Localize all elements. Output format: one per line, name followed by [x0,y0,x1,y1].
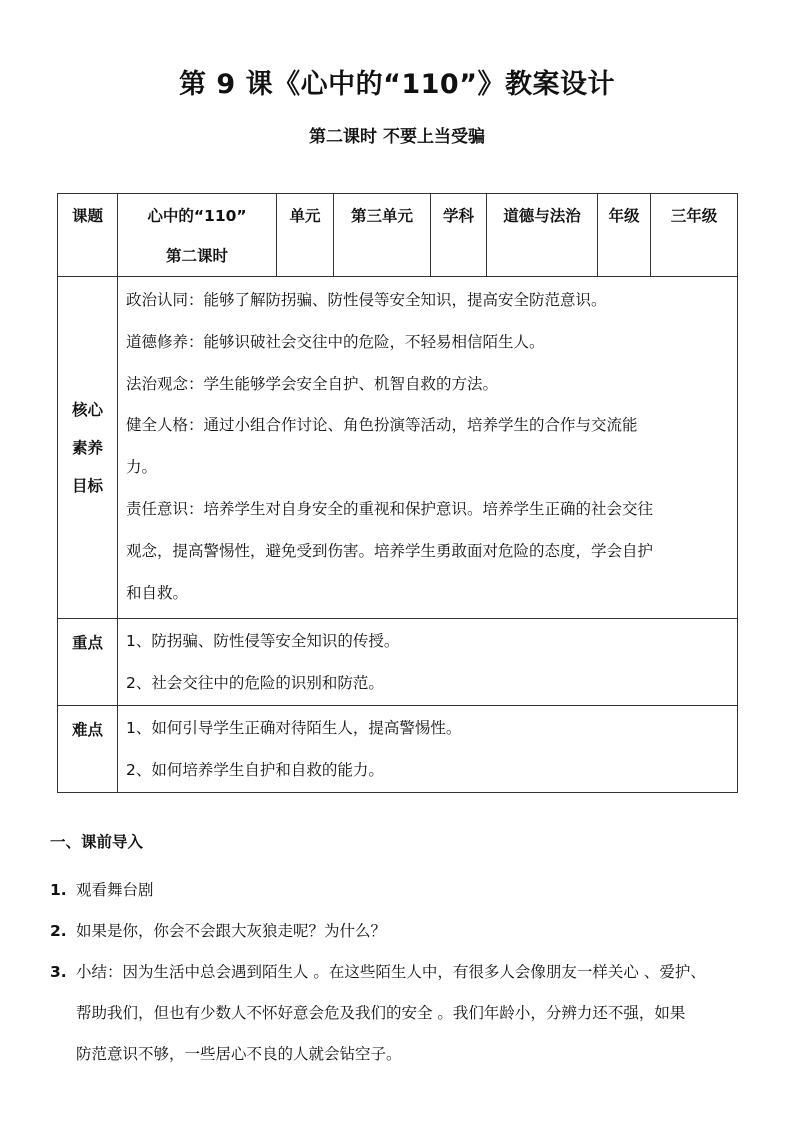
subject-value-cell [487,194,598,277]
summary-line: 防范意识不够，一些居心不良的人就会钻空子。 [76,1045,402,1063]
core-line: 政治认同：能够了解防拐骗、防性侵等安全知识，提高安全防范意识。 [126,291,607,309]
key-point-line: 2、社会交往中的危险的识别和防范。 [126,674,384,693]
section-heading: 一、课前导入 [50,833,144,851]
grade-value-cell [651,194,738,277]
unit-label-cell [277,194,334,277]
list-text: 观看舞台剧 [76,881,154,899]
topic-line-2: 第二课时 [165,247,228,265]
key-point-line: 1、防拐骗、防性侵等安全知识的传授。 [126,632,400,651]
unit-label: 单元 [289,207,321,225]
subject-label: 学科 [442,207,474,225]
list-item [50,911,750,952]
core-goals-label-cell [58,277,118,619]
core-goals-row [58,277,738,619]
lesson-plan-table [57,193,738,793]
list-number: 2. [50,922,67,940]
core-label-3: 目标 [71,476,103,495]
core-line: 责任意识：培养学生对自身安全的重视和保护意识。培养学生正确的社会交往 [126,499,654,518]
core-label-1: 核心 [71,400,103,419]
core-line: 法治观念：学生能够学会安全自护、机智自救的方法。 [126,374,499,393]
summary-line: 帮助我们，但也有少数人不怀好意会危及我们的安全 。我们年龄小，分辨力还不强，如果 [76,1004,686,1022]
difficult-points-row [58,705,738,792]
difficult-points-content-cell [118,705,738,792]
list-number: 3. [50,963,67,981]
difficult-point-line: 2、如何培养学生自护和自救的能力。 [126,760,384,779]
key-points-row [58,619,738,706]
subject-label-cell [431,194,487,277]
list-item [50,952,750,1075]
topic-line-1: 心中的“110” [147,207,247,225]
page-subtitle: 第二课时 不要上当受骗 [309,127,485,147]
grade-label-cell [598,194,651,277]
topic-value-cell [118,194,277,277]
core-line: 道德修养：能够识破社会交往中的危险，不轻易相信陌生人。 [126,332,545,351]
difficult-point-line: 1、如何引导学生正确对待陌生人，提高警惕性。 [126,718,462,737]
core-line: 力。 [126,458,158,477]
list-item [50,870,750,911]
unit-value: 第三单元 [350,207,413,225]
difficult-points-label: 难点 [58,705,118,792]
topic-label-cell [58,194,118,277]
unit-value-cell [334,194,431,277]
key-points-label: 重点 [58,619,118,706]
page-title: 第 9 课《心中的“110”》教案设计 [179,69,615,100]
core-line: 和自救。 [126,583,189,602]
summary-line: 小结：因为生活中总会遇到陌生人 。在这些陌生人中，有很多人会像朋友一样关心 、爱护、 [76,963,706,981]
core-line: 观念，提高警惕性，避免受到伤害。培养学生勇敢面对危险的态度，学会自护 [126,541,654,560]
table-header-row [58,194,738,277]
intro-list [50,870,750,1075]
key-points-content-cell [118,619,738,706]
grade-label: 年级 [608,207,640,225]
grade-value: 三年级 [670,207,718,225]
core-label-2: 素养 [71,438,103,457]
core-goals-content-cell [118,277,738,619]
core-line: 健全人格：通过小组合作讨论、角色扮演等活动，培养学生的合作与交流能 [126,416,638,435]
list-number: 1. [50,881,67,899]
list-text: 如果是你，你会不会跟大灰狼走呢？为什么？ [76,922,387,940]
subject-value: 道德与法治 [503,207,581,225]
topic-label: 课题 [71,207,103,225]
